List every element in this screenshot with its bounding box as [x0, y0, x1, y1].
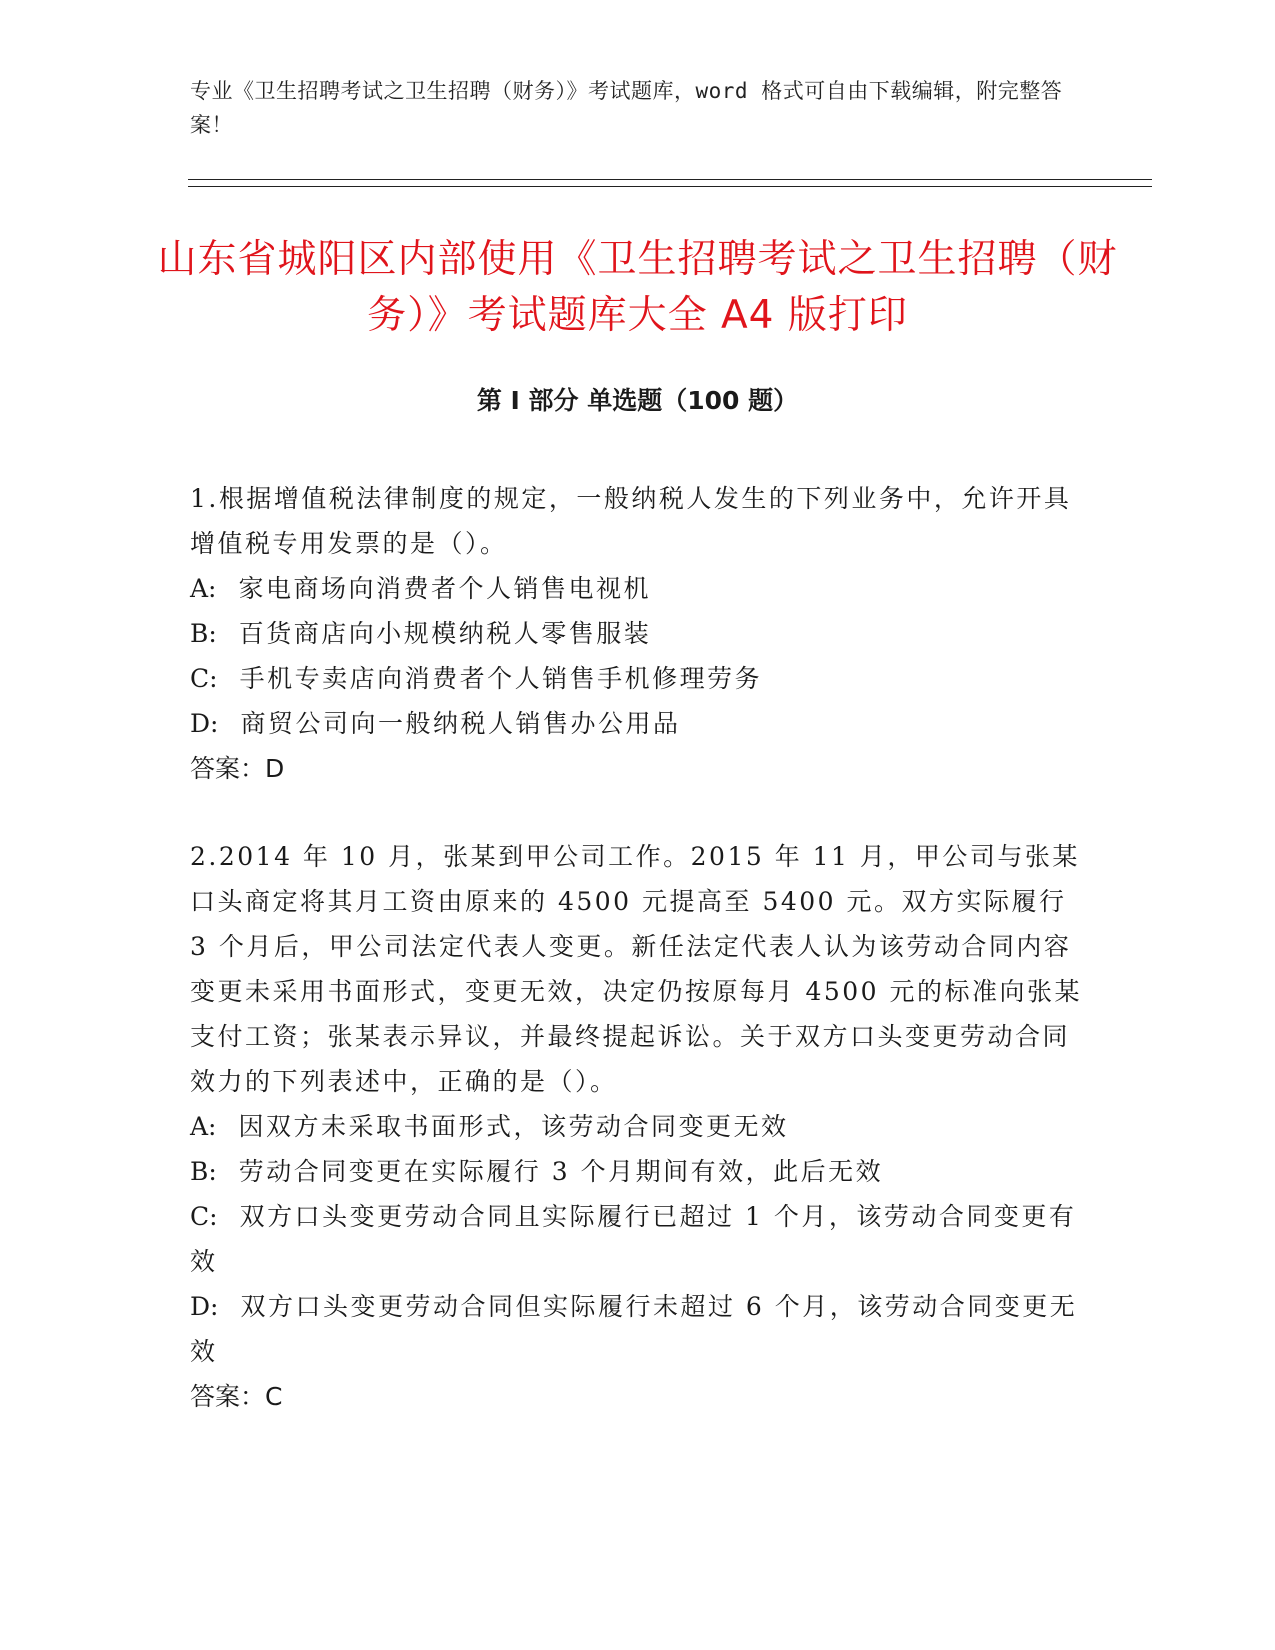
- answer: 答案：D: [190, 754, 285, 783]
- option-text: 百货商店向小规模纳税人零售服装: [238, 619, 652, 648]
- option-key: C:: [190, 1202, 218, 1231]
- question-2: [190, 834, 1085, 1419]
- option-key: D:: [190, 1292, 219, 1321]
- header-rule-bottom: [188, 186, 1152, 187]
- question-list: [190, 476, 1085, 1462]
- option-a: [190, 566, 1085, 611]
- header-note: 专业《卫生招聘考试之卫生招聘（财务）》考试题库，word 格式可自由下载编辑，附完整答案！: [190, 79, 1063, 137]
- question-text: 2.2014 年 10 月，张某到甲公司工作。2015 年 11 月，甲公司与张某口头商定将其月工资由原来的 4500 元提高至 5400 元。双方实际履行 3 个月后，甲公司法定代表人变更。新任法定代表人认为该劳动合同内容变更未采用书面形式，变更无效，决定仍按原每月 4500 元的标准向张某支付工资；张某表示异议，并最终提起诉讼。关于双方口头变更劳动合同效力的下列表述中，正确的是（）。: [190, 842, 1083, 1096]
- document-title: 山东省城阳区内部使用《卫生招聘考试之卫生招聘（财务）》考试题库大全 A4 版打印: [157, 237, 1118, 338]
- option-b: [190, 611, 1085, 656]
- question-text: 1.根据增值税法律制度的规定，一般纳税人发生的下列业务中，允许开具增值税专用发票的是（）。: [190, 484, 1072, 558]
- option-b: [190, 1149, 1085, 1194]
- option-d: [190, 701, 1085, 746]
- option-text: 劳动合同变更在实际履行 3 个月期间有效，此后无效: [238, 1157, 884, 1186]
- question-1: [190, 476, 1085, 791]
- option-text: 商贸公司向一般纳税人销售办公用品: [240, 709, 681, 738]
- header-rule-top: [188, 179, 1152, 180]
- option-text: 双方口头变更劳动合同且实际履行已超过 1 个月，该劳动合同变更有效: [190, 1202, 1077, 1276]
- option-text: 双方口头变更劳动合同但实际履行未超过 6 个月，该劳动合同变更无效: [190, 1292, 1078, 1366]
- option-a: [190, 1104, 1085, 1149]
- option-key: D:: [190, 709, 219, 738]
- option-key: A:: [190, 1112, 217, 1141]
- option-c: [190, 1194, 1085, 1284]
- option-key: A:: [190, 574, 217, 603]
- option-d: [190, 1284, 1085, 1374]
- option-key: B:: [190, 619, 217, 648]
- option-text: 家电商场向消费者个人销售电视机: [238, 574, 651, 603]
- option-text: 手机专卖店向消费者个人销售手机修理劳务: [239, 664, 763, 693]
- option-c: [190, 656, 1085, 701]
- option-key: B:: [190, 1157, 217, 1186]
- section-title: 第 I 部分 单选题（100 题）: [476, 386, 799, 415]
- option-key: C:: [190, 664, 218, 693]
- answer: 答案：C: [190, 1382, 283, 1411]
- option-text: 因双方未采取书面形式，该劳动合同变更无效: [238, 1112, 789, 1141]
